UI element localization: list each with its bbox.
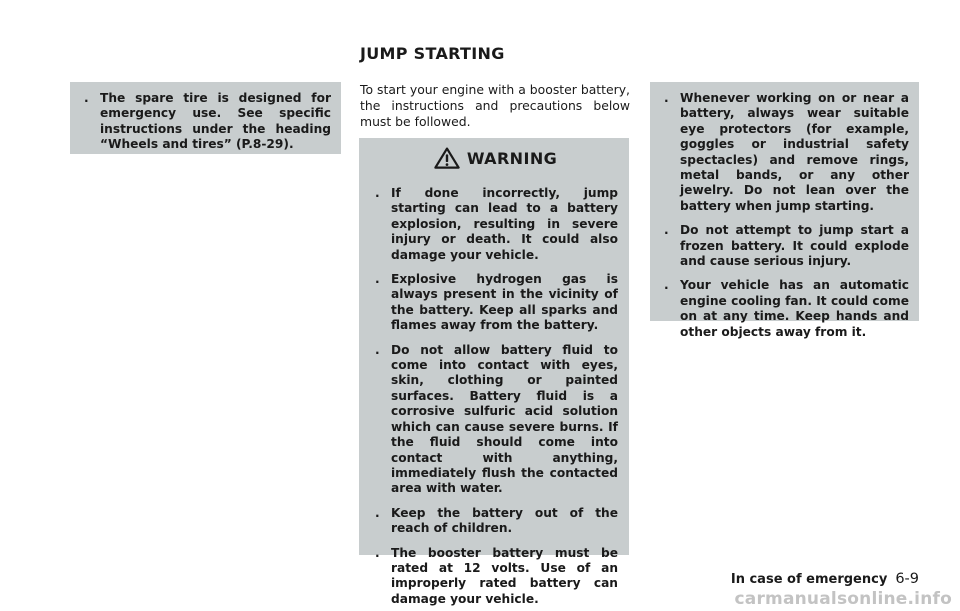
warning-triangle-icon (434, 147, 460, 169)
list-item (82, 91, 331, 153)
chapter-title: In case of emergency (730, 572, 888, 587)
list-item (662, 278, 909, 340)
bullet: . (664, 223, 669, 238)
list-item (373, 546, 618, 608)
bullet: . (664, 278, 669, 293)
intro-paragraph: To start your engine with a booster battery, the instructions and precautions below must be followed. (360, 82, 630, 129)
warning-label: WARNING (466, 148, 558, 168)
list-item (662, 223, 909, 269)
caution-notes-box (650, 82, 919, 339)
warning-item-text: Keep the battery out of the reach of children. (391, 505, 618, 536)
note-text: Your vehicle has an automatic engine cooling fan. It could come on at any time. Keep hands and other objects away from it. (680, 278, 909, 339)
page-number: 6-9 (895, 571, 919, 587)
section-title: JUMP STARTING (360, 44, 505, 63)
warning-header (373, 138, 618, 178)
list-item (373, 186, 618, 263)
list-item (373, 272, 618, 334)
page-footer (731, 571, 919, 587)
watermark: carmanualsonline.info (734, 589, 952, 609)
warning-item-text: Do not allow battery fluid to come into contact with eyes, skin, clothing or painted surfaces. Battery fluid is a corrosive sulfuric acid solution which can cause severe burns. If the fluid should come into contact with anything, immediately flush the contacted area with water. (391, 342, 618, 496)
warning-box (359, 138, 629, 606)
note-text: Do not attempt to jump start a frozen battery. It could explode and cause serious injury. (680, 223, 909, 269)
bullet: . (84, 91, 89, 105)
bullet: . (375, 186, 380, 200)
warning-item-text: Explosive hydrogen gas is always present in the vicinity of the battery. Keep all sparks and flames away from the battery. (391, 272, 618, 333)
bullet: . (375, 505, 380, 520)
bullet: . (664, 91, 669, 105)
list-item (662, 91, 909, 214)
list-item (373, 506, 618, 537)
bullet: . (375, 342, 380, 357)
bullet: . (375, 545, 380, 560)
bullet: . (375, 272, 380, 287)
list-item (373, 343, 618, 497)
warning-item-text: The booster battery must be rated at 12 volts. Use of an improperly rated battery can damage your vehicle. (391, 545, 618, 606)
note-text: Whenever working on or near a battery, always wear suitable eye protectors (for example, goggles or industrial safety spectacles) and remove rings, metal bands, or any other jewelry. Do not lean over the battery when jump starting. (680, 91, 909, 213)
warning-item-text: If done incorrectly, jump starting can lead to a battery explosion, resulting in severe injury or death. It could also damage your vehicle. (391, 186, 618, 262)
note-text: The spare tire is designed for emergency use. See specific instructions under the heading “Wheels and tires” (P.8-29). (100, 91, 331, 152)
spare-tire-note-box (70, 82, 341, 154)
